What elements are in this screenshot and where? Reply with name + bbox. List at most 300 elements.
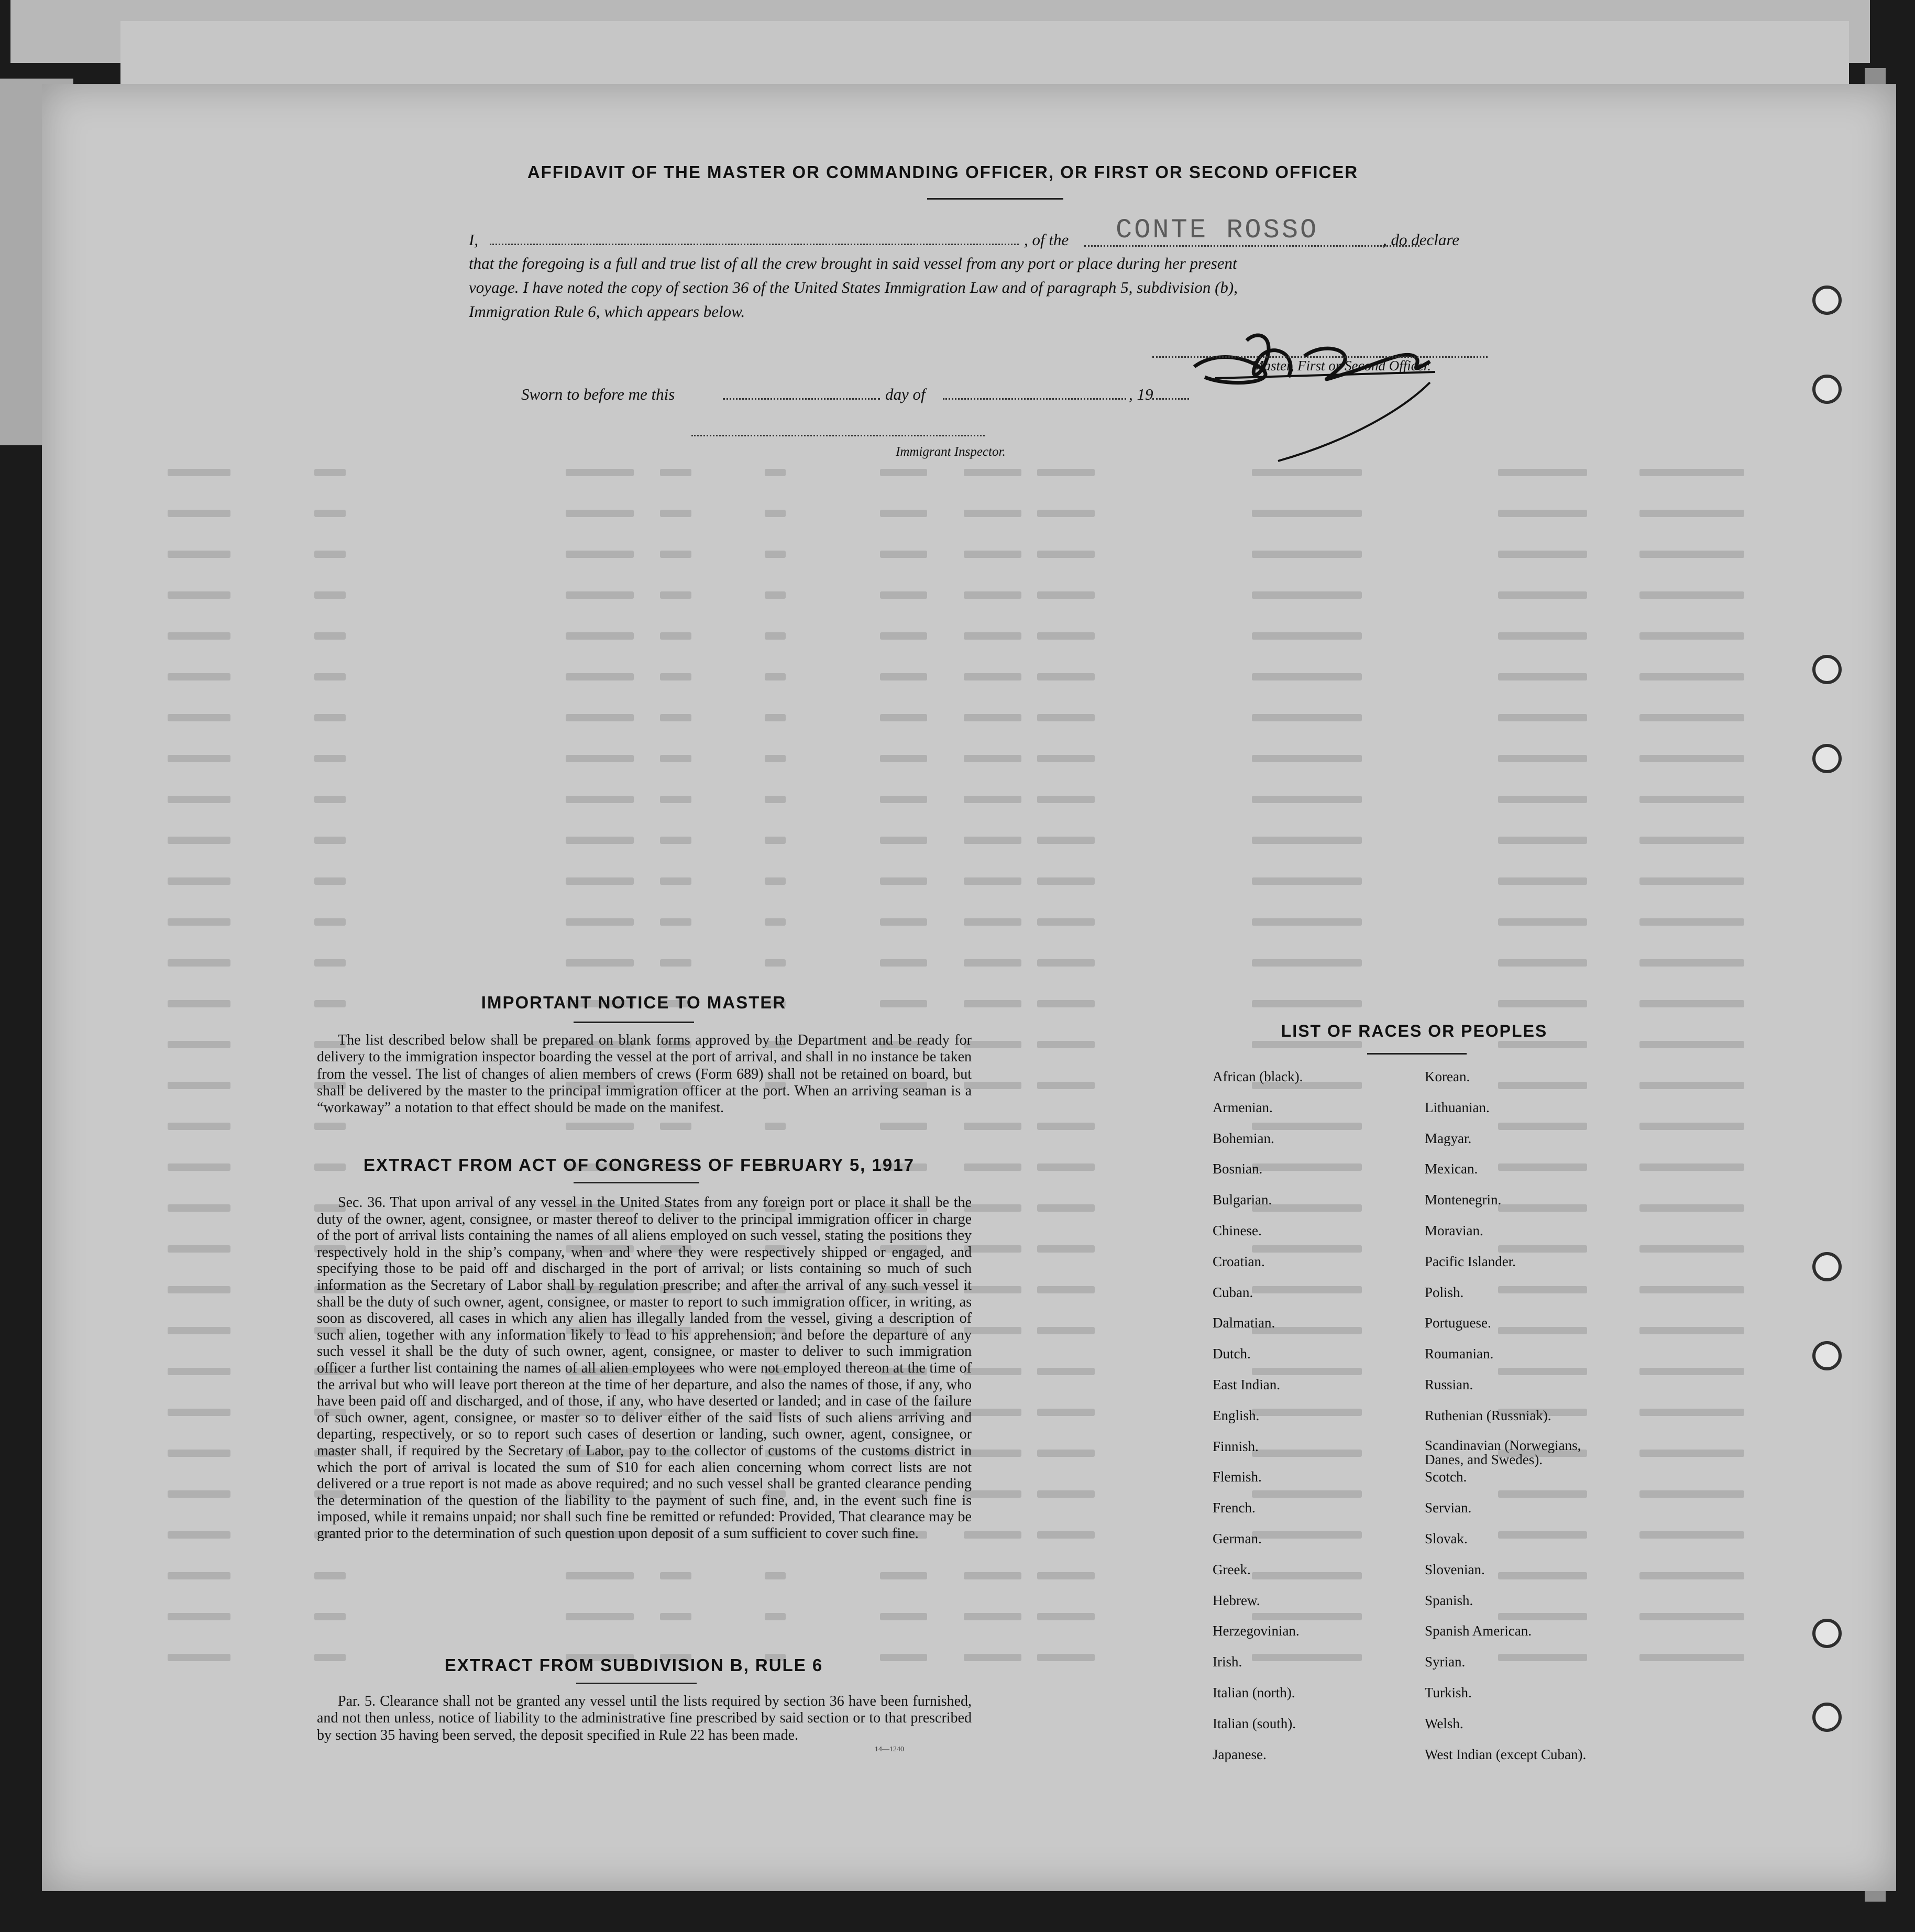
bleed-through-mark [1639,1204,1744,1212]
affidavit-of-the: , of the [1024,230,1069,249]
bleed-through-mark [1498,755,1587,762]
binder-hole [1812,1341,1842,1370]
race-item: Japanese. [1213,1746,1267,1762]
bleed-through-mark [964,1000,1021,1007]
bleed-through-mark [765,959,786,967]
binder-hole [1812,1703,1842,1732]
bleed-through-mark [880,714,927,721]
bleed-through-mark [765,1123,786,1130]
bleed-through-mark [964,1245,1021,1253]
bleed-through-mark [168,1368,230,1375]
bleed-through-mark [566,918,634,926]
races-title: LIST OF RACES OR PEOPLES [1281,1022,1548,1040]
bleed-through-mark [1639,1490,1744,1498]
bleed-through-mark [964,755,1021,762]
race-item: Herzegovinian. [1213,1623,1300,1639]
bleed-through-mark [1498,918,1587,926]
bleed-through-mark [880,877,927,885]
bleed-through-mark [765,877,786,885]
bleed-through-mark [880,510,927,517]
bleed-through-mark [1252,1531,1362,1539]
background-sheet-second [120,21,1849,84]
race-item: Roumanian. [1425,1346,1494,1362]
bleed-through-mark [1498,1245,1587,1253]
bleed-through-mark [765,632,786,640]
binder-hole [1812,375,1842,404]
binder-hole [1812,286,1842,315]
bleed-through-mark [1037,1082,1095,1089]
bleed-through-mark [1639,510,1744,517]
bleed-through-mark [1252,1368,1362,1375]
bleed-through-mark [1252,714,1362,721]
bleed-through-mark [1037,837,1095,844]
bleed-through-mark [1037,1286,1095,1293]
bleed-through-mark [314,551,346,558]
bleed-through-mark [1639,837,1744,844]
sworn-label: Sworn to before me this [521,385,675,403]
race-item: Hebrew. [1213,1592,1260,1608]
sworn-year: , 19 [1129,385,1153,403]
race-item: Mexican. [1425,1161,1478,1177]
bleed-through-mark [765,755,786,762]
bleed-through-mark [1639,551,1744,558]
bleed-through-mark [964,469,1021,476]
bleed-through-mark [1639,1082,1744,1089]
bleed-through-mark [168,1490,230,1498]
bleed-through-mark [1037,632,1095,640]
bleed-through-mark [964,1490,1021,1498]
bleed-through-mark [1498,551,1587,558]
bleed-through-mark [1252,632,1362,640]
binder-hole [1812,1619,1842,1648]
bleed-through-mark [964,1613,1021,1620]
bleed-through-mark [880,632,927,640]
race-item: Montenegrin. [1425,1192,1502,1208]
sworn-day-of: day of [885,385,926,403]
bleed-through-mark [1252,877,1362,885]
bleed-through-mark [314,1572,346,1579]
bleed-through-mark [1037,959,1095,967]
bleed-through-mark [1252,1450,1362,1457]
bleed-through-mark [765,1572,786,1579]
race-item: Servian. [1425,1500,1472,1516]
bleed-through-mark [1639,673,1744,680]
signature-caption: Master, First or Second Officer. [1252,358,1431,374]
bleed-through-mark [566,1613,634,1620]
notice-body: The list described below shall be prepared on blank forms approved by the Department and be ready for delivery to the immigration inspector boarding the vessel at the port of arrival, and shall in no instance be taken from the vessel. The list of changes of alien members of crews (Form 689) shall not be retained on board, but shall be delivered by the master to the principal immigration officer at the port. When an arriving seaman is a “workaway” a notation to that effect should be made on the manifest. [317,1032,972,1116]
bleed-through-mark [1639,918,1744,926]
bleed-through-mark [964,510,1021,517]
bleed-through-mark [1252,1123,1362,1130]
bleed-through-mark [314,510,346,517]
race-item: Pacific Islander. [1425,1253,1516,1269]
bleed-through-mark [1498,1613,1587,1620]
bleed-through-mark [1252,551,1362,558]
bleed-through-mark [1037,469,1095,476]
race-item: East Indian. [1213,1377,1280,1392]
race-item: French. [1213,1500,1256,1516]
bleed-through-mark [168,1163,230,1171]
form-number: 14—1240 [875,1746,904,1753]
race-item: Bulgarian. [1213,1192,1272,1208]
bleed-through-mark [314,1613,346,1620]
race-item: West Indian (except Cuban). [1425,1746,1587,1762]
bleed-through-mark [1498,837,1587,844]
binder-hole [1812,655,1842,684]
bleed-through-mark [1498,1204,1587,1212]
affidavit-title: AFFIDAVIT OF THE MASTER OR COMMANDING OFFICER, OR FIRST OR SECOND OFFICER [527,162,1359,182]
affidavit-line-2: that the foregoing is a full and true list of all the crew brought in said vessel from any port or place during her present [469,254,1237,272]
bleed-through-mark [1498,510,1587,517]
bleed-through-mark [566,837,634,844]
bleed-through-mark [1252,469,1362,476]
bleed-through-mark [964,796,1021,803]
bleed-through-mark [1639,714,1744,721]
bleed-through-mark [1498,591,1587,599]
bleed-through-mark [660,918,691,926]
bleed-through-mark [964,1327,1021,1334]
bleed-through-mark [1639,1450,1744,1457]
bleed-through-mark [1037,918,1095,926]
race-item: Croatian. [1213,1253,1265,1269]
bleed-through-mark [314,673,346,680]
bleed-through-mark [880,1572,927,1579]
vessel-name: CONTE ROSSO [1116,215,1319,246]
bleed-through-mark [880,1613,927,1620]
bleed-through-mark [964,1082,1021,1089]
bleed-through-mark [168,591,230,599]
bleed-through-mark [566,755,634,762]
bleed-through-mark [880,918,927,926]
bleed-through-mark [1639,632,1744,640]
bleed-through-mark [1639,1409,1744,1416]
bleed-through-mark [964,591,1021,599]
bleed-through-mark [168,1613,230,1620]
bleed-through-mark [1037,1041,1095,1048]
bleed-through-mark [314,1000,346,1007]
bleed-through-mark [314,959,346,967]
bleed-through-mark [314,1654,346,1661]
bleed-through-mark [314,469,346,476]
bleed-through-mark [1639,877,1744,885]
sworn-day-blank [723,398,880,400]
rule-body: Par. 5. Clearance shall not be granted any vessel until the lists required by section 36 have been furnished, and not then unless, notice of liability to the administrative fine prescribed by said section or to that prescribed by section 35 having been served, the deposit specified in Rule 22 has been made. [317,1693,972,1743]
bleed-through-mark [1037,1368,1095,1375]
bleed-through-mark [660,755,691,762]
bleed-through-mark [1037,714,1095,721]
bleed-through-mark [1639,1123,1744,1130]
bleed-through-mark [1498,959,1587,967]
bleed-through-mark [660,837,691,844]
bleed-through-mark [1037,1490,1095,1498]
bleed-through-mark [1252,1163,1362,1171]
bleed-through-mark [1037,510,1095,517]
race-item: Welsh. [1425,1715,1463,1731]
bleed-through-mark [660,469,691,476]
bleed-through-mark [660,877,691,885]
bleed-through-mark [660,551,691,558]
bleed-through-mark [1639,1041,1744,1048]
bleed-through-mark [168,1245,230,1253]
race-item: Cuban. [1213,1284,1253,1300]
bleed-through-mark [168,1531,230,1539]
bleed-through-mark [1037,1327,1095,1334]
bleed-through-mark [1252,673,1362,680]
rule-title-rule [576,1683,697,1684]
race-item: Chinese. [1213,1223,1262,1238]
bleed-through-mark [1037,755,1095,762]
bleed-through-mark [168,1204,230,1212]
bleed-through-mark [1498,673,1587,680]
bleed-through-mark [880,1000,927,1007]
bleed-through-mark [880,551,927,558]
bleed-through-mark [765,714,786,721]
bleed-through-mark [1639,1368,1744,1375]
master-signature [1184,320,1509,466]
bleed-through-mark [880,959,927,967]
bleed-through-mark [1037,877,1095,885]
bleed-through-mark [566,1572,634,1579]
bleed-through-mark [765,796,786,803]
race-item: Turkish. [1425,1685,1472,1700]
bleed-through-mark [168,1123,230,1130]
bleed-through-mark [880,591,927,599]
inspector-line [691,435,985,436]
race-item: German. [1213,1531,1262,1546]
race-item: Polish. [1425,1284,1464,1300]
bleed-through-mark [1498,1572,1587,1579]
bleed-through-mark [880,796,927,803]
races-title-rule [1367,1053,1467,1055]
bleed-through-mark [168,1286,230,1293]
bleed-through-mark [1498,1041,1587,1048]
bleed-through-mark [1037,1654,1095,1661]
bleed-through-mark [660,959,691,967]
race-item: Portuguese. [1425,1315,1491,1331]
bleed-through-mark [566,877,634,885]
bleed-through-mark [168,551,230,558]
bleed-through-mark [168,1572,230,1579]
bleed-through-mark [1252,1654,1362,1661]
race-item: Bosnian. [1213,1161,1263,1177]
bleed-through-mark [1639,1572,1744,1579]
bleed-through-mark [1498,1490,1587,1498]
bleed-through-mark [1037,1123,1095,1130]
bleed-through-mark [566,673,634,680]
bleed-through-mark [964,673,1021,680]
bleed-through-mark [168,1654,230,1661]
bleed-through-mark [314,632,346,640]
bleed-through-mark [964,959,1021,967]
race-item: Spanish. [1425,1592,1473,1608]
affidavit-title-rule [927,198,1063,200]
bleed-through-mark [566,591,634,599]
bleed-through-mark [1037,1163,1095,1171]
bleed-through-mark [1252,1000,1362,1007]
sworn-year-blank [1152,398,1189,400]
binder-hole [1812,744,1842,773]
bleed-through-mark [1037,673,1095,680]
bleed-through-mark [964,1286,1021,1293]
bleed-through-mark [765,1613,786,1620]
race-item: Syrian. [1425,1654,1466,1670]
bleed-through-mark [314,714,346,721]
race-item: Slovak. [1425,1531,1468,1546]
bleed-through-mark [964,1204,1021,1212]
race-item: Ruthenian (Russniak). [1425,1407,1551,1423]
bleed-through-mark [660,591,691,599]
bleed-through-mark [765,837,786,844]
bleed-through-mark [964,1123,1021,1130]
bleed-through-mark [1639,469,1744,476]
bleed-through-mark [1498,1654,1587,1661]
affidavit-line-4: Immigration Rule 6, which appears below. [469,302,745,321]
bleed-through-mark [1252,959,1362,967]
bleed-through-mark [1252,1572,1362,1579]
race-item: Slovenian. [1425,1561,1485,1577]
bleed-through-mark [168,673,230,680]
bleed-through-mark [964,632,1021,640]
race-item: Lithuanian. [1425,1099,1490,1115]
bleed-through-mark [1037,1245,1095,1253]
act-title: EXTRACT FROM ACT OF CONGRESS OF FEBRUARY 5, 1917 [364,1155,915,1174]
bleed-through-mark [1037,591,1095,599]
bleed-through-mark [660,632,691,640]
bleed-through-mark [314,918,346,926]
bleed-through-mark [1639,1000,1744,1007]
bleed-through-mark [660,510,691,517]
bleed-through-mark [168,1450,230,1457]
act-body: Sec. 36. That upon arrival of any vessel in the United States from any foreign port or place it shall be the duty of the owner, agent, consignee, or master thereof to deliver to the principal immigration officer in charge of the port of arrival lists containing the names of all aliens employed on such vessel, stating the positions they respectively hold in the ship’s company, when and where they were respectively shipped or engaged, and specifying those to be paid off and discharged in the port of arrival; or lists containing so much of such information as the Secretary of Labor shall by regulation prescribe; and after the arrival of any such vessel it shall be the duty of such owner, agent, consignee, or master to report to such immigration officer, in writing, as soon as discovered, all cases in which any alien has illegally landed from the vessel, giving a description of such alien, together with any information likely to lead to his apprehension; and before the departure of any such vessel it shall be the duty of such owner, agent, consignee, or master to deliver to such immigration officer a further list containing the names of all alien employees who were not employed thereon at the time of the arrival but who will leave port thereon at the time of her departure, and also the names of those, if any, who have been paid off and discharged, and of those, if any, who have deserted or landed; and in case of the failure of such owner, agent, consignee, or master so to deliver either of the said lists of such aliens arriving and departing, respectively, or so to report such cases of desertion or landing, such owner, agent, consignee, or master shall, if required by the Secretary of Labor, pay to the collector of customs of the customs district in which the port of arrival is located the sum of $10 for each alien concerning whom correct lists are not delivered or a true report is not made as above required; and no such vessel shall be granted clearance pending the determination of the question of the liability to the payment of such fine, and, in the event such fine is imposed, while it remains unpaid; nor shall such fine be remitted or refunded: Provided, That clearance may be granted prior to the determination of such question upon deposit of a sum sufficient to cover such fine. [317,1194,972,1542]
bleed-through-mark [964,1041,1021,1048]
bleed-through-mark [566,469,634,476]
bleed-through-mark [566,1123,634,1130]
bleed-through-mark [660,1613,691,1620]
bleed-through-mark [1037,1613,1095,1620]
binder-hole [1812,1252,1842,1281]
bleed-through-mark [1498,796,1587,803]
bleed-through-mark [168,1041,230,1048]
bleed-through-mark [1252,837,1362,844]
affidavit-i: I, [469,230,479,249]
bleed-through-mark [1498,714,1587,721]
bleed-through-mark [880,837,927,844]
bleed-through-mark [314,591,346,599]
bleed-through-mark [1498,469,1587,476]
bleed-through-mark [1037,1409,1095,1416]
bleed-through-mark [880,1654,927,1661]
affidavit-do-declare: , do declare [1383,230,1460,249]
bleed-through-mark [1639,1163,1744,1171]
bleed-through-mark [964,837,1021,844]
bleed-through-mark [1037,1531,1095,1539]
bleed-through-mark [765,510,786,517]
act-title-rule [574,1182,699,1183]
race-item: Scotch. [1425,1469,1467,1485]
bleed-through-mark [660,1572,691,1579]
bleed-through-mark [1252,591,1362,599]
race-item: Bohemian. [1213,1130,1274,1146]
bleed-through-mark [1498,1286,1587,1293]
bleed-through-mark [566,714,634,721]
bleed-through-mark [765,551,786,558]
bleed-through-mark [566,959,634,967]
manifest-page [42,84,1896,1891]
bleed-through-mark [660,673,691,680]
bleed-through-mark [1037,1000,1095,1007]
bleed-through-mark [964,1572,1021,1579]
bleed-through-mark [660,714,691,721]
bleed-through-mark [566,796,634,803]
bleed-through-mark [1252,1490,1362,1498]
bleed-through-mark [1498,877,1587,885]
bleed-through-mark [1639,796,1744,803]
bleed-through-mark [1252,918,1362,926]
bleed-through-mark [566,632,634,640]
bleed-through-mark [1037,796,1095,803]
bleed-through-mark [880,755,927,762]
bleed-through-mark [168,714,230,721]
affidavit-line-3: voyage. I have noted the copy of section 36 of the United States Immigration Law and of paragraph 5, subdivision (b), [469,278,1238,297]
bleed-through-mark [1498,1123,1587,1130]
name-blank [490,244,1019,245]
bleed-through-mark [168,1327,230,1334]
bleed-through-mark [566,510,634,517]
bleed-through-mark [1252,755,1362,762]
inspector-caption: Immigrant Inspector. [896,445,1006,459]
race-item: English. [1213,1407,1260,1423]
bleed-through-mark [1639,1327,1744,1334]
bleed-through-mark [566,551,634,558]
bleed-through-mark [1252,1613,1362,1620]
bleed-through-mark [168,1082,230,1089]
bleed-through-mark [314,755,346,762]
sworn-month-blank [943,398,1126,400]
race-item: Italian (south). [1213,1715,1296,1731]
bleed-through-mark [1252,1245,1362,1253]
race-item: Korean. [1425,1069,1470,1084]
bleed-through-mark [168,469,230,476]
bleed-through-mark [1639,591,1744,599]
bleed-through-mark [1498,1000,1587,1007]
race-item: Scandinavian (Norwegians, Danes, and Swedes). [1425,1437,1581,1467]
bleed-through-mark [1639,1286,1744,1293]
bleed-through-mark [1639,1531,1744,1539]
bleed-through-mark [964,877,1021,885]
bleed-through-mark [765,469,786,476]
bleed-through-mark [964,1163,1021,1171]
bleed-through-mark [765,918,786,926]
race-item: Russian. [1425,1377,1473,1392]
bleed-through-mark [1037,1450,1095,1457]
bleed-through-mark [660,1123,691,1130]
bleed-through-mark [1498,632,1587,640]
bleed-through-mark [1252,1041,1362,1048]
bleed-through-mark [168,632,230,640]
bleed-through-mark [880,673,927,680]
bleed-through-mark [314,877,346,885]
bleed-through-mark [964,1368,1021,1375]
bleed-through-mark [765,591,786,599]
bleed-through-mark [1037,1204,1095,1212]
race-item: Armenian. [1213,1099,1273,1115]
bleed-through-mark [1498,1082,1587,1089]
bleed-through-mark [964,1409,1021,1416]
bleed-through-mark [1252,510,1362,517]
bleed-through-mark [1498,1368,1587,1375]
race-item: Italian (north). [1213,1685,1295,1700]
race-item: Moravian. [1425,1223,1483,1238]
